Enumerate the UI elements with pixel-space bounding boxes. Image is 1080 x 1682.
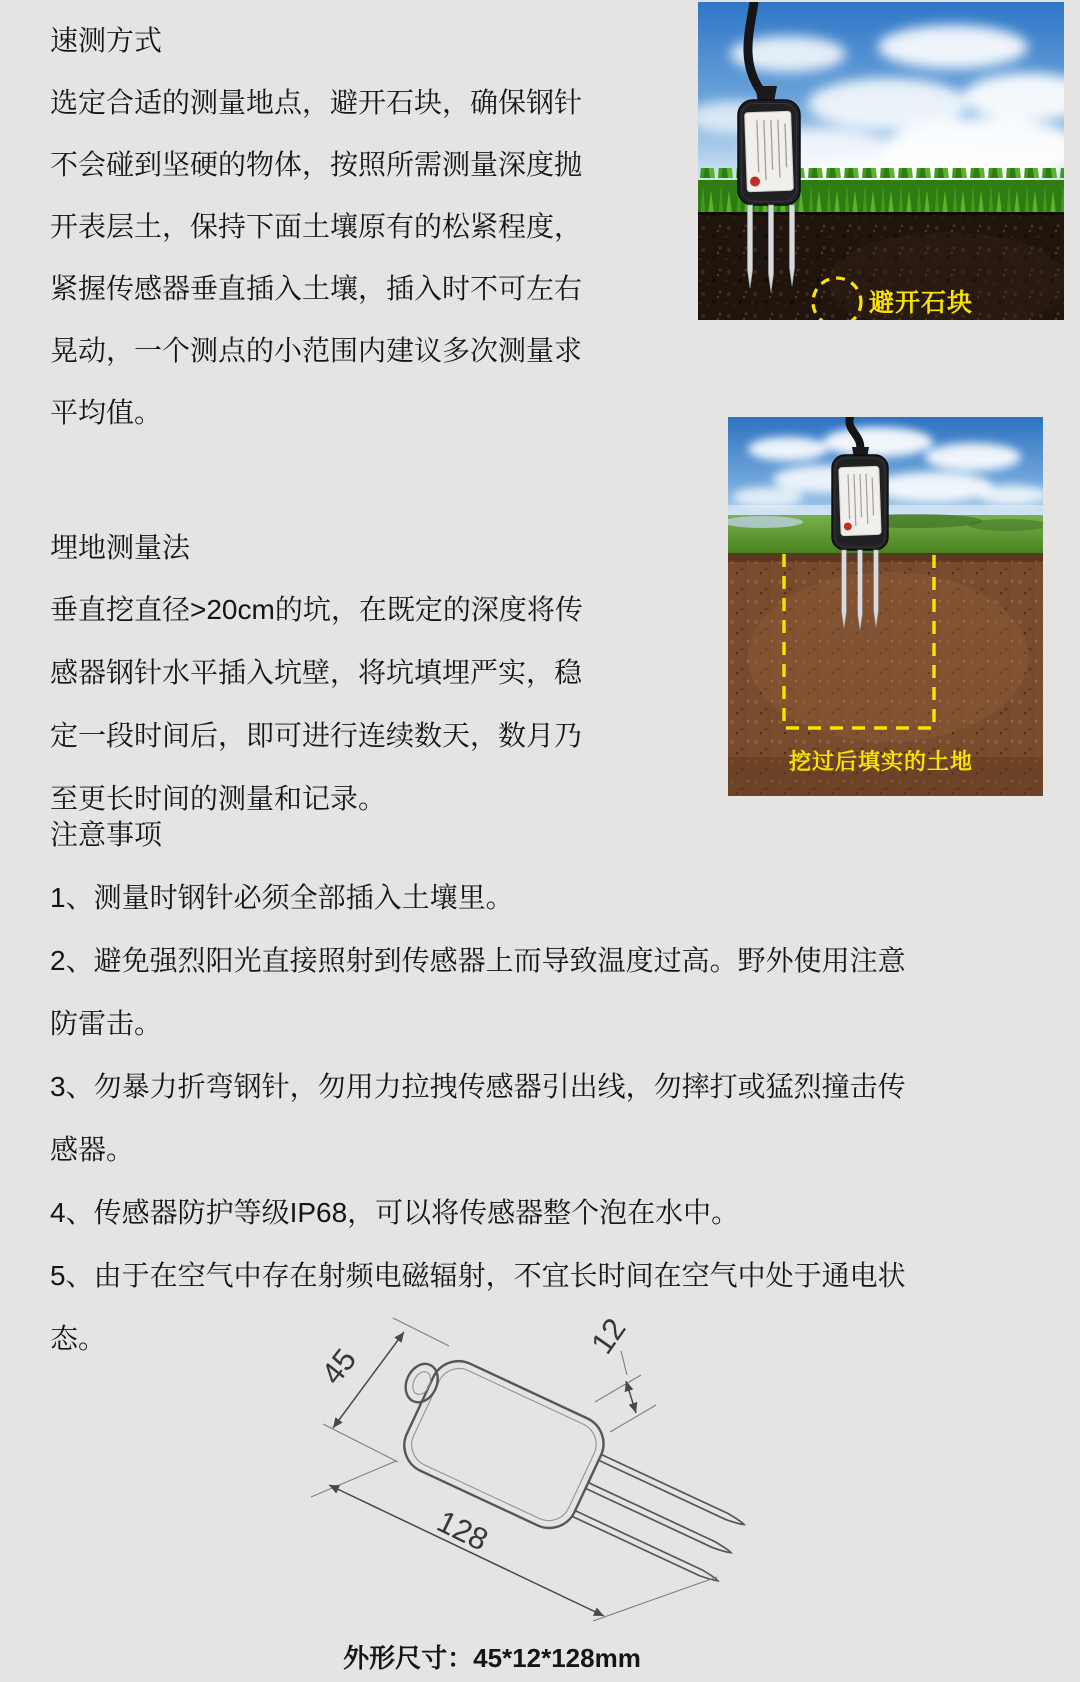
text-line: 1、测量时钢针必须全部插入土壤里。 (50, 882, 514, 913)
text-line: 平均值。 (50, 397, 163, 428)
surface-measurement-photo (698, 2, 1064, 320)
buried-photo-illustration (728, 417, 1043, 796)
text-line: 选定合适的测量地点，避开石块，确保钢针 (50, 87, 583, 118)
precautions-heading: 注意事项 (50, 819, 163, 850)
text-line: 至更长时间的测量和记录。 (50, 783, 387, 814)
buried-method-paragraph (50, 578, 583, 830)
buried-measurement-photo (728, 417, 1043, 796)
sensor-outline-drawing (265, 1247, 785, 1622)
sensor-label (745, 111, 794, 192)
text-line: 不会碰到坚硬的物体，按照所需测量深度抛 (50, 149, 583, 180)
text-line: 感器。 (50, 1134, 135, 1165)
dim-length-label: 128 (431, 1503, 494, 1558)
text-line: 3、勿暴力折弯钢针，勿用力拉拽传感器引出线，勿摔打或猛烈撞击传 (50, 1071, 906, 1102)
dim-thickness-label: 12 (584, 1311, 633, 1361)
text-line: 垂直挖直径>20cm的坑，在既定的深度将传 (50, 594, 583, 625)
dimension-lines (329, 1332, 636, 1616)
buried-method-heading: 埋地测量法 (50, 532, 191, 563)
quick-method-heading: 速测方式 (50, 25, 163, 56)
sensor-label (839, 466, 881, 535)
text-line: 防雷击。 (50, 1008, 163, 1039)
quick-method-paragraph (50, 72, 582, 444)
text-line: 晃动，一个测点的小范围内建议多次测量求 (50, 335, 583, 366)
text-line: 2、避免强烈阳光直接照射到传感器上而导致温度过高。野外使用注意 (50, 945, 906, 976)
dim-width-label: 45 (314, 1342, 364, 1391)
surface-photo-illustration (698, 2, 1064, 320)
text-line: 4、传感器防护等级IP68，可以将传感器整个泡在水中。 (50, 1197, 740, 1228)
avoid-stone-callout: 避开石块 (869, 289, 974, 317)
text-line: 感器钢针水平插入坑壁，将坑填埋严实，稳 (50, 657, 583, 688)
text-line: 态。 (50, 1323, 107, 1354)
text-line: 开表层土，保持下面土壤原有的松紧程度， (50, 211, 583, 242)
refilled-soil-callout: 挖过后填实的土地 (788, 749, 974, 774)
needle-outlines (572, 1454, 745, 1583)
text-line: 定一段时间后，即可进行连续数天，数月乃 (50, 720, 583, 751)
extension-lines (311, 1318, 717, 1621)
sensor-outline-body (374, 1342, 756, 1604)
overall-dimensions-caption: 外形尺寸：45*12*128mm (343, 1643, 641, 1673)
dimension-drawing (265, 1247, 785, 1622)
text-line: 5、由于在空气中存在射频电磁辐射，不宜长时间在空气中处于通电状 (50, 1260, 906, 1291)
text-line: 紧握传感器垂直插入土壤，插入时不可左右 (50, 273, 583, 304)
